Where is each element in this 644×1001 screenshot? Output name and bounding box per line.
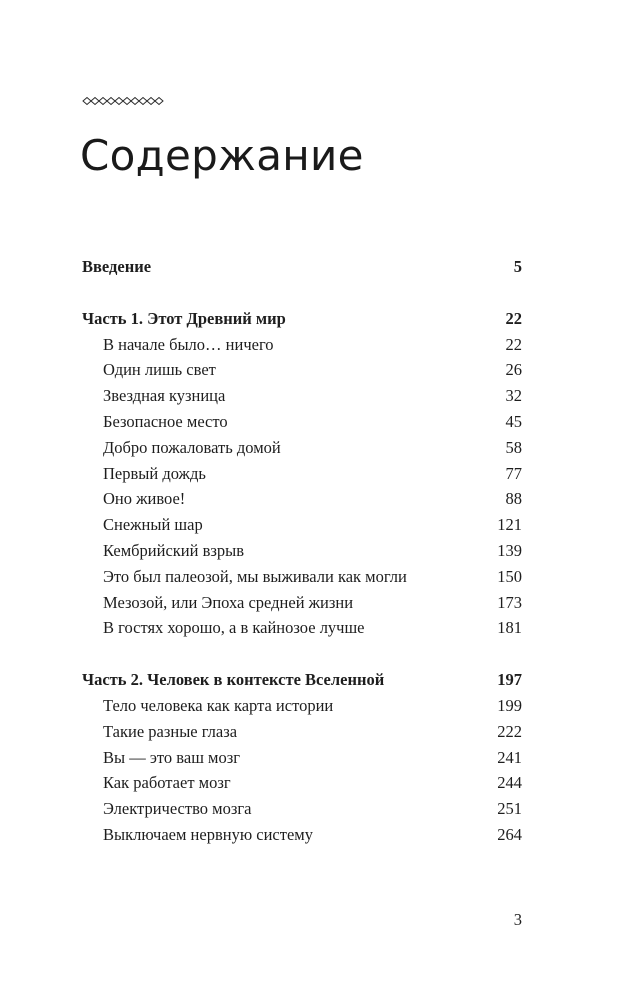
page-title: Содержание — [80, 131, 364, 180]
toc-entry-title: Оно живое! — [103, 489, 186, 509]
toc-entry-page: 150 — [497, 566, 522, 586]
toc-entry-chapter[interactable] — [82, 796, 522, 822]
toc-entry-title: Кембрийский взрыв — [103, 540, 245, 560]
toc-entry-page: 58 — [505, 437, 522, 457]
toc-entry-page: 88 — [505, 489, 522, 509]
toc-entry-title: Электричество мозга — [103, 799, 252, 819]
toc-entry-chapter[interactable] — [82, 461, 522, 487]
toc-entry-chapter[interactable] — [82, 486, 522, 512]
toc-entry-introduction[interactable] — [82, 254, 522, 280]
toc-entry-page: 244 — [497, 773, 522, 793]
toc-entry-page: 173 — [497, 592, 522, 612]
toc-entry-page: 251 — [497, 799, 522, 819]
toc-entry-title: Безопасное место — [103, 411, 228, 431]
toc-entry-title: Первый дождь — [103, 463, 206, 483]
toc-entry-chapter[interactable] — [82, 770, 522, 796]
toc-entry-title: Тело человека как карта истории — [103, 695, 334, 715]
toc-entry-page: 22 — [505, 308, 522, 328]
toc-entry-title: Звездная кузница — [103, 386, 226, 406]
toc-entry-page: 139 — [497, 540, 522, 560]
toc-entry-title: Мезозой, или Эпоха средней жизни — [103, 592, 354, 612]
toc-entry-title: В начале было… ничего — [103, 334, 274, 354]
toc-entry-page: 77 — [505, 463, 522, 483]
toc-entry-title: Вы — это ваш мозг — [103, 747, 240, 767]
toc-entry-chapter[interactable] — [82, 512, 522, 538]
toc-entry-chapter[interactable] — [82, 409, 522, 435]
toc-entry-chapter[interactable] — [82, 435, 522, 461]
toc-entry-title: Часть 1. Этот Древний мир — [82, 308, 286, 328]
toc-entry-page: 241 — [497, 747, 522, 767]
page-number: 3 — [513, 910, 522, 929]
toc-entry-title: Выключаем нервную систему — [103, 824, 313, 844]
toc-entry-title: Введение — [82, 257, 152, 276]
toc-entry-chapter[interactable] — [82, 357, 522, 383]
toc-entry-part-1[interactable] — [82, 306, 522, 332]
table-of-contents — [82, 254, 522, 848]
toc-entry-title: Один лишь свет — [103, 360, 216, 380]
toc-entry-page: 197 — [497, 670, 522, 690]
toc-entry-title: Снежный шар — [103, 515, 203, 535]
toc-entry-chapter[interactable] — [82, 332, 522, 358]
toc-entry-part-2[interactable] — [82, 667, 522, 693]
toc-entry-chapter[interactable] — [82, 590, 522, 616]
toc-entry-chapter[interactable] — [82, 564, 522, 590]
toc-entry-page: 22 — [505, 334, 522, 354]
section-spacer — [82, 641, 522, 667]
toc-entry-chapter[interactable] — [82, 745, 522, 771]
toc-entry-chapter[interactable] — [82, 383, 522, 409]
toc-entry-chapter[interactable] — [82, 615, 522, 641]
toc-entry-title: Такие разные глаза — [103, 721, 238, 741]
toc-entry-page: 264 — [497, 824, 522, 844]
toc-entry-page: 5 — [513, 257, 522, 276]
toc-entry-page: 32 — [505, 386, 522, 406]
toc-entry-page: 181 — [497, 618, 522, 638]
toc-entry-title: Часть 2. Человек в контексте Вселенной — [82, 670, 385, 690]
toc-entry-page: 121 — [497, 515, 522, 535]
toc-entry-page: 222 — [497, 721, 522, 741]
toc-entry-chapter[interactable] — [82, 538, 522, 564]
toc-entry-title: Это был палеозой, мы выживали как могли — [103, 566, 407, 586]
toc-entry-title: Добро пожаловать домой — [103, 437, 281, 457]
toc-entry-page: 26 — [505, 360, 522, 380]
toc-entry-chapter[interactable] — [82, 693, 522, 719]
section-spacer — [82, 280, 522, 306]
toc-entry-chapter[interactable] — [82, 822, 522, 848]
toc-entry-page: 45 — [505, 411, 522, 431]
diamond-chain-ornament-icon — [82, 96, 164, 106]
toc-entry-title: В гостях хорошо, а в кайнозое лучше — [103, 618, 365, 638]
toc-entry-chapter[interactable] — [82, 719, 522, 745]
toc-entry-page: 199 — [497, 695, 522, 715]
toc-entry-title: Как работает мозг — [103, 773, 231, 793]
